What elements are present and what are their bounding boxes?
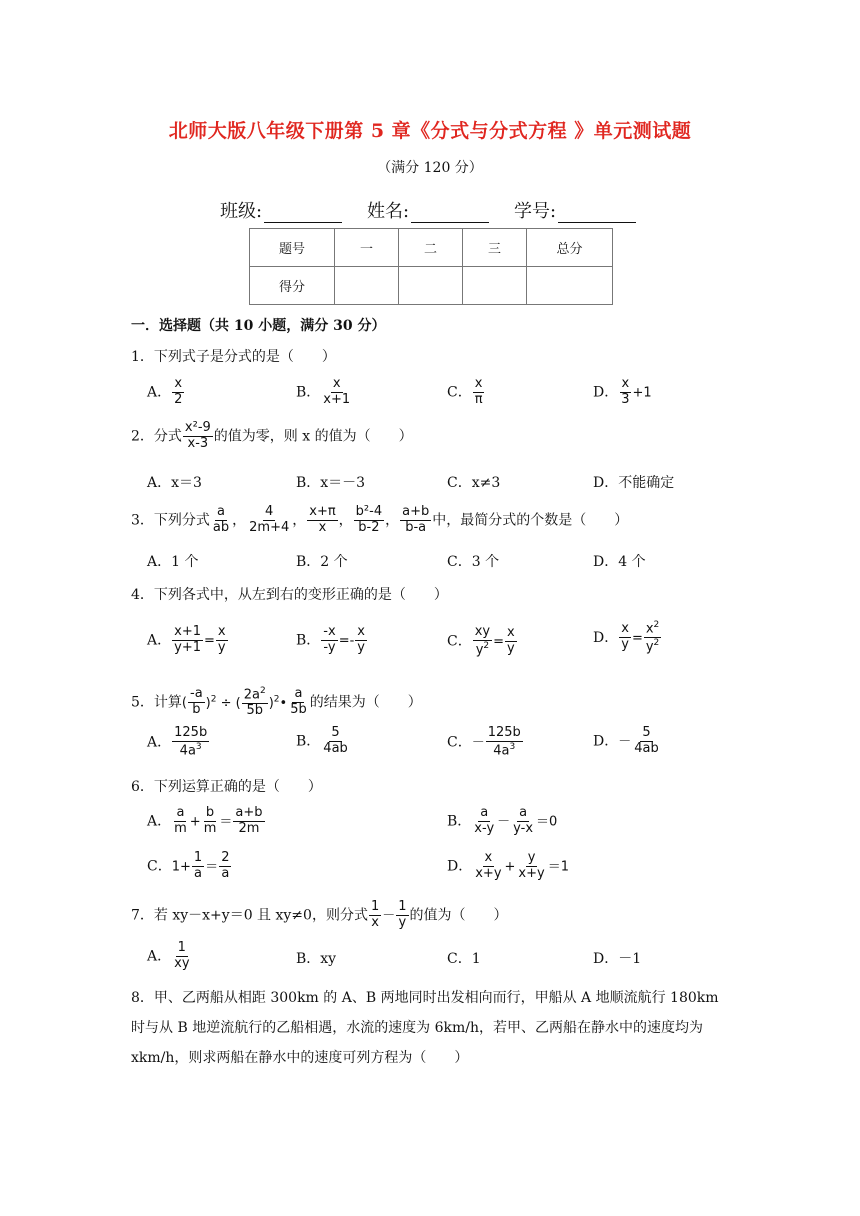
class-blank <box>264 204 342 223</box>
document-subtitle: （满分 120 分） <box>377 160 483 176</box>
q7-option-a: A． $\frac{1}{xy}$ <box>147 940 190 971</box>
q5-option-b: B． $\frac{5}{4ab}$ <box>296 725 348 756</box>
q7-option-c: C．1 <box>447 951 481 967</box>
question-6-stem: 6．下列运算正确的是（ ） <box>131 779 322 795</box>
q4-option-c: C． $\frac{xy}{y^2}$ = $\frac{x}{y}$ <box>447 624 515 658</box>
question-7-stem: 7．若 xy－x+y＝0 且 xy≠0，则分式 $\frac{1}{x}$ － $\frac{1}{y}$ 的值为（ ） <box>131 899 508 930</box>
q1-option-a: A． $\frac{x}{2}$ <box>147 376 183 407</box>
q1-option-b: B． $\frac{x}{x+1}$ <box>296 376 351 407</box>
question-2-stem: 2．分式 $\frac{\text{x²-9}}{x-3}$ 的值为零，则 x 的值为（ ） <box>131 420 413 451</box>
q1-option-d: D． $\frac{x}{3}$ +1 <box>593 376 652 407</box>
q6-option-a: A． $\frac{a}{m}$ + $\frac{b}{m}$ ＝ $\frac{a+b}{2m}$ <box>147 805 263 836</box>
q2-option-d: D．不能确定 <box>593 475 675 491</box>
q2-option-a: A．x＝3 <box>147 475 202 491</box>
score-header-cell: 题号 <box>250 229 335 267</box>
question-4-stem: 4．下列各式中，从左到右的变形正确的是（ ） <box>131 587 448 603</box>
q3-option-d: D．4 个 <box>593 554 646 570</box>
score-row-label: 得分 <box>250 267 335 305</box>
name-blank <box>411 204 489 223</box>
q7-option-b: B．xy <box>296 951 337 967</box>
score-header-cell: 总分 <box>527 229 613 267</box>
question-1-stem: 1．下列式子是分式的是（ ） <box>131 349 336 365</box>
id-blank <box>558 204 636 223</box>
score-header-row <box>250 229 613 267</box>
class-label: 班级: <box>220 201 263 222</box>
q3-option-a: A．1 个 <box>147 554 199 570</box>
q3-option-b: B．2 个 <box>296 554 348 570</box>
q5-option-c: C．－ $\frac{125b}{4a^3}$ <box>447 725 521 759</box>
score-header-cell: 一 <box>335 229 399 267</box>
question-3-stem: 3．下列分式 $\frac{a}{ab}$ ， $\frac{4}{2m+4}$ ， $\frac{x+\pi}{x}$ ， $\frac{\text{b²-4}}{b-2}$ ， $\frac{a+b}{b-a}$ 中，最简分式的个数是（ ） <box>131 504 629 535</box>
q1-option-c: C． $\frac{x}{\pi}$ <box>447 376 483 407</box>
q6-option-c: C．1+ $\frac{1}{a}$ ＝ $\frac{2}{a}$ <box>147 850 230 881</box>
name-label: 姓名: <box>367 201 410 222</box>
q2-option-b: B．x＝－3 <box>296 475 366 491</box>
q4-option-a: A． $\frac{x+1}{y+1}$ = $\frac{x}{y}$ <box>147 624 226 655</box>
q5-option-a: A． $\frac{125b}{4a^3}$ <box>147 725 208 759</box>
q4-option-d: D． $\frac{x}{y}$ = $\frac{x^2}{y^2}$ <box>593 620 660 655</box>
id-field <box>514 197 636 223</box>
score-value-row <box>250 267 613 305</box>
q3-option-c: C．3 个 <box>447 554 500 570</box>
score-header-cell: 二 <box>399 229 463 267</box>
score-table <box>249 228 613 305</box>
q7-option-d: D．－1 <box>593 951 642 967</box>
score-cell <box>527 267 613 305</box>
q6-option-b: B． $\frac{a}{x-y}$ － $\frac{a}{y-x}$ ＝0 <box>447 805 558 836</box>
q5-option-d: D．－ $\frac{5}{4ab}$ <box>593 725 659 756</box>
question-5-stem: 5．计算( $\frac{-a}{b}$ )$^2$ ÷ ( $\frac{2a^2}{5b}$ )$^2$• $\frac{a}{5b}$ 的结果为（ ） <box>131 686 422 719</box>
section-1-title: 一．选择题（共 10 小题，满分 30 分） <box>131 318 386 334</box>
score-cell <box>399 267 463 305</box>
document-title: 北师大版八年级下册第 5 章《分式与分式方程 》单元测试题 <box>168 120 692 142</box>
q2-option-c: C．x≠3 <box>447 475 501 491</box>
class-field <box>220 197 342 223</box>
q4-option-b: B． $\frac{-x}{-y}$ =- $\frac{x}{y}$ <box>296 624 365 655</box>
score-header-cell: 三 <box>463 229 527 267</box>
score-cell <box>335 267 399 305</box>
name-field <box>367 197 489 223</box>
q6-option-d: D． $\frac{x}{x+y}$ + $\frac{y}{x+y}$ ＝1 <box>447 850 569 881</box>
id-label: 学号: <box>514 201 557 222</box>
score-cell <box>463 267 527 305</box>
question-8-text: 8．甲、乙两船从相距 300km 的 A、B 两地同时出发相向而行，甲船从 A 地顺流航行 180km 时与从 B 地逆流航行的乙船相遇，水流的速度为 6km/h，若甲、乙两船在静水中的速度均为 xkm/h，则求两船在静水中的速度可列方程为（ ） <box>131 990 719 1066</box>
